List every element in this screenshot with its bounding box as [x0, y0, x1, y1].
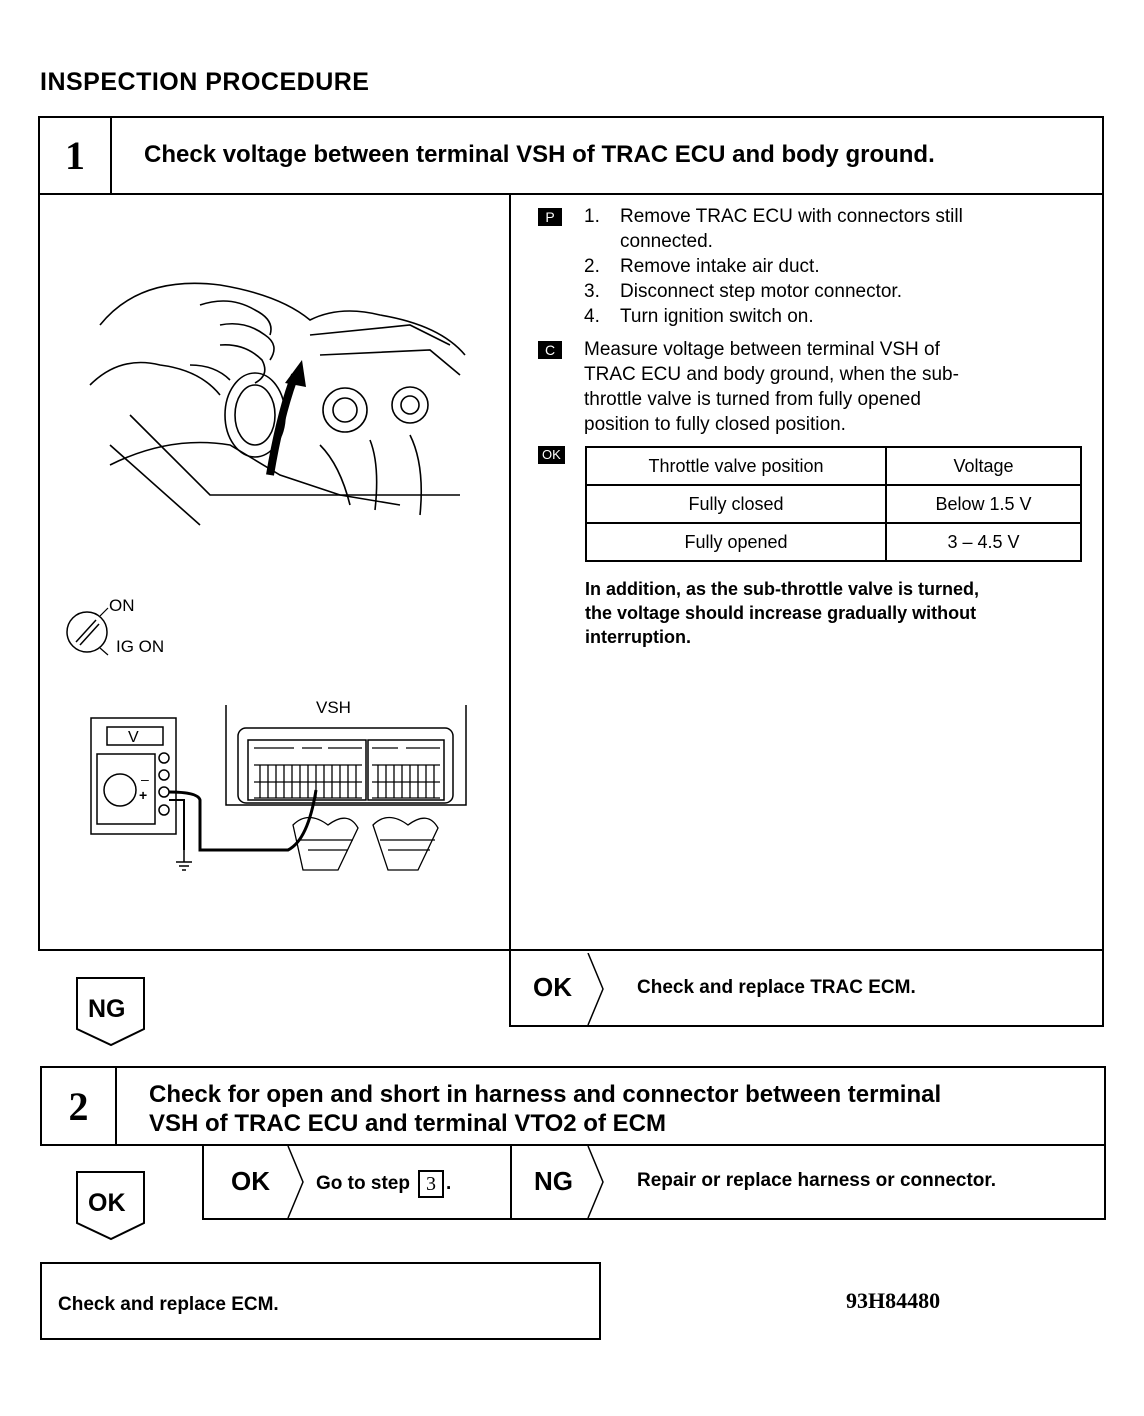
- ignition-on-label: ON: [109, 596, 135, 615]
- ignition-ig-on-label: IG ON: [116, 637, 165, 656]
- check-section: [538, 337, 1078, 437]
- meter-v-label: V: [128, 729, 139, 746]
- throttle-illustration: [80, 265, 480, 535]
- ng-result-text: Repair or replace harness or connector.: [637, 1170, 997, 1191]
- step2-ng-label: NG: [534, 1166, 573, 1196]
- table-header: Voltage: [886, 447, 1081, 485]
- meter-minus-label: –: [141, 771, 149, 787]
- step1-number: 1: [40, 118, 112, 193]
- prep-step: 1. Remove TRAC ECU with connectors still: [584, 206, 963, 227]
- check-line: position to fully closed position.: [584, 414, 846, 435]
- step2-ok-label: OK: [231, 1166, 270, 1196]
- check-line: Measure voltage between terminal VSH of: [584, 339, 940, 360]
- step-ref-box: 3: [418, 1170, 444, 1198]
- ignition-key-icon: [62, 600, 112, 660]
- voltage-table: [585, 446, 1082, 562]
- table-cell: Fully opened: [586, 523, 886, 561]
- prep-step: 3. Disconnect step motor connector.: [584, 281, 902, 302]
- check-tag: C: [538, 341, 562, 359]
- step2-title: Check for open and short in harness and connector between terminal VSH of TRAC ECU and terminal VTO2 of ECM: [149, 1081, 942, 1137]
- final-box-text: Check and replace ECM.: [58, 1294, 279, 1315]
- step2-header: [40, 1066, 1106, 1146]
- table-cell: Fully closed: [586, 485, 886, 523]
- chevron-divider: [286, 1146, 306, 1218]
- ok-badge-label: OK: [88, 1189, 126, 1217]
- prep-section: [538, 204, 1078, 329]
- table-header: Throttle valve position: [586, 447, 886, 485]
- prep-step: 4. Turn ignition switch on.: [584, 306, 814, 327]
- chevron-divider: [586, 1146, 606, 1218]
- vsh-label: VSH: [316, 698, 351, 717]
- step2-number: 2: [42, 1068, 117, 1144]
- table-cell: 3 – 4.5 V: [886, 523, 1081, 561]
- go-to-step-text: Go to step 3 .: [316, 1170, 451, 1198]
- meter-plus-label: +: [139, 787, 148, 803]
- check-line: throttle valve is turned from fully opened: [584, 389, 921, 410]
- step1-title: Check voltage between terminal VSH of TRAC ECU and body ground.: [144, 141, 935, 168]
- ok-label: OK: [533, 972, 572, 1002]
- ng-badge-label: NG: [88, 995, 126, 1023]
- check-line: TRAC ECU and body ground, when the sub-: [584, 364, 959, 385]
- ok-tag: OK: [538, 446, 565, 464]
- prep-step-cont: connected.: [620, 231, 713, 252]
- table-cell: Below 1.5 V: [886, 485, 1081, 523]
- prep-step: 2. Remove intake air duct.: [584, 256, 820, 277]
- final-box: [40, 1262, 601, 1340]
- ok-result-text: Check and replace TRAC ECM.: [637, 977, 916, 998]
- chevron-divider: [586, 953, 606, 1025]
- figure-code: 93H84480: [846, 1288, 941, 1313]
- step1-header: [38, 116, 1104, 195]
- page-heading: INSPECTION PROCEDURE: [40, 68, 370, 96]
- prep-tag: P: [538, 208, 562, 226]
- note: In addition, as the sub-throttle valve is turned, the voltage should increase gradually without interruption.: [585, 579, 980, 647]
